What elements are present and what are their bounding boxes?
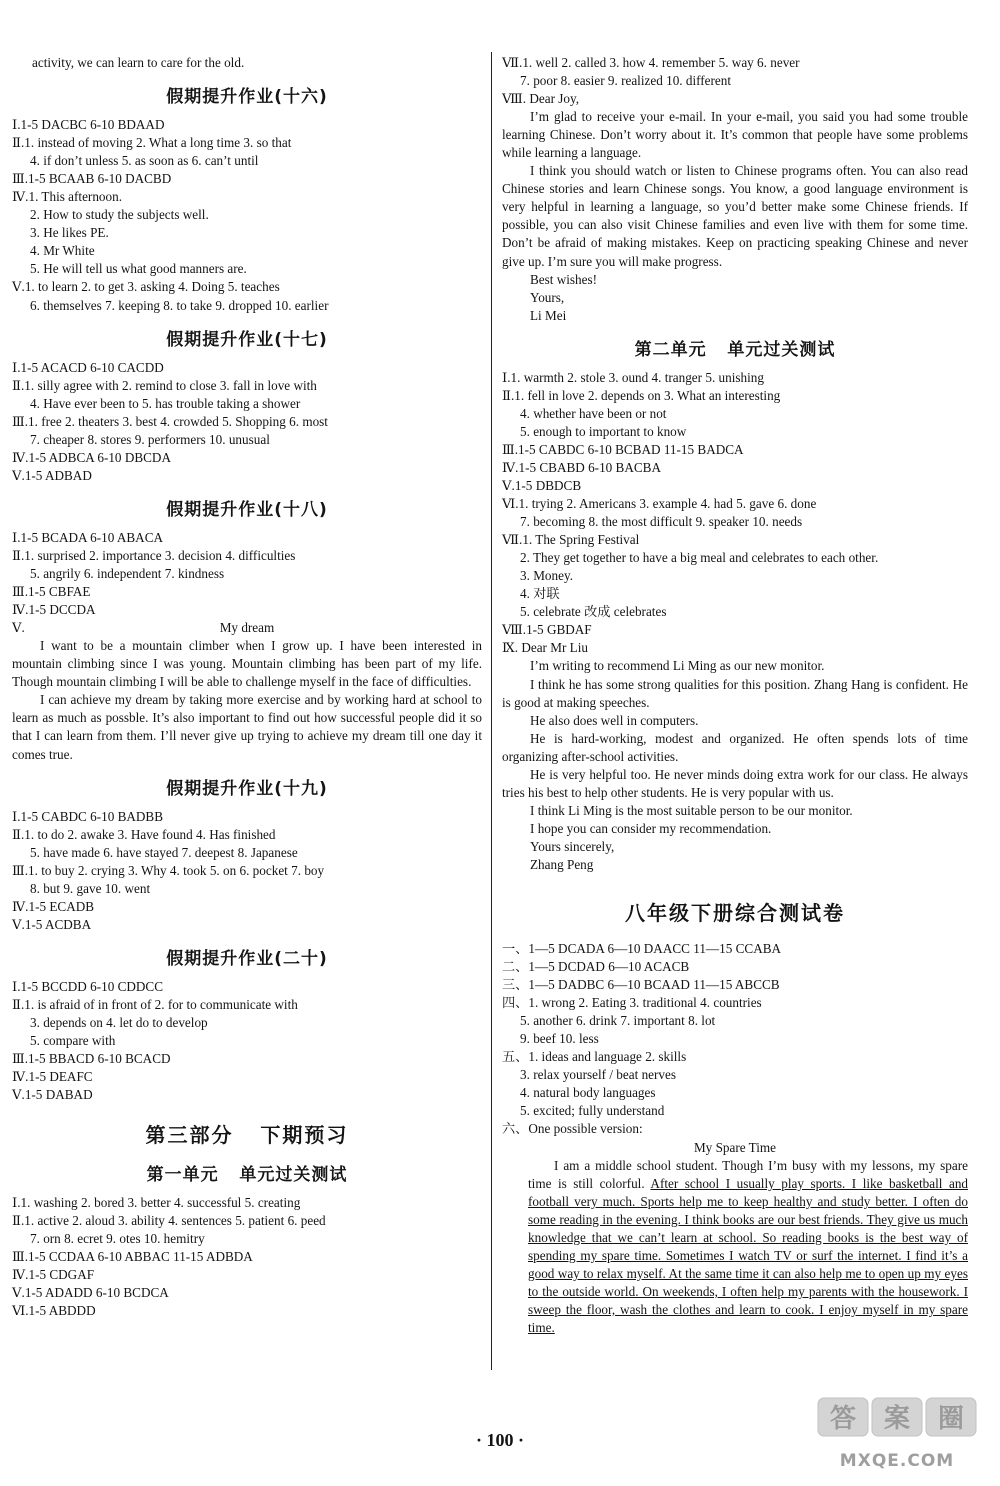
letter-closing: Yours sincerely, bbox=[530, 838, 615, 854]
answer-line: Ⅱ.1. to do 2. awake 3. Have found 4. Has finished bbox=[12, 826, 276, 842]
letter-paragraph: I think you should watch or listen to Chinese programs often. You can also read Chinese stories and learn Chinese songs. You know, a good language environment is very helpful in learning a language, so you’d better make some Chinese friends. If possible, you can also visit Chinese families and even live with them for some time. Don’t be afraid of making mistakes. Keep on practicing speaking Chinese and never give up. I’m sure you will make progress. bbox=[502, 163, 968, 269]
answer-line: 四、1. wrong 2. Eating 3. traditional 4. countries bbox=[502, 995, 762, 1011]
answer-line: Ⅵ.1. trying 2. Americans 3. example 4. had 5. gave 6. done bbox=[502, 496, 817, 512]
svg-text:案: 案 bbox=[883, 1404, 911, 1434]
answer-line: Ⅰ.1-5 BCCDD 6-10 CDDCC bbox=[12, 978, 164, 994]
answer-line: Ⅳ.1-5 CDGAF bbox=[12, 1267, 95, 1283]
section-19-answers bbox=[12, 808, 482, 934]
letter-signature: Zhang Peng bbox=[530, 856, 594, 872]
answer-line: 4. Mr White bbox=[30, 243, 95, 259]
letter-paragraph: I hope you can consider my recommendation. bbox=[530, 820, 772, 836]
answer-line: Ⅱ.1. silly agree with 2. remind to close 3. fall in love with bbox=[12, 377, 317, 393]
answer-line: Ⅱ.1. surprised 2. importance 3. decision 4. difficulties bbox=[12, 547, 296, 563]
answer-line: 3. He likes PE. bbox=[30, 225, 109, 241]
answer-line: Ⅲ.1. to buy 2. crying 3. Why 4. took 5. on 6. pocket 7. boy bbox=[12, 862, 325, 878]
answer-line: Ⅴ.1-5 ADBAD bbox=[12, 467, 92, 483]
unit-one-answers bbox=[12, 1194, 482, 1320]
section-title-19: 假期提升作业(十九) bbox=[166, 778, 328, 799]
letter-paragraph: I think Li Ming is the most suitable person to be our monitor. bbox=[530, 802, 853, 818]
answer-line: Ⅴ.1-5 DABAD bbox=[12, 1087, 93, 1103]
final-test-answers bbox=[502, 940, 968, 1337]
answer-line: Ⅳ.1-5 DEAFC bbox=[12, 1069, 93, 1085]
answer-line: 7. orn 8. ecret 9. otes 10. hemitry bbox=[30, 1231, 205, 1247]
answer-line: 4. Have ever been to 5. has trouble taking a shower bbox=[30, 395, 301, 411]
answer-line: Ⅲ.1-5 CBFAE bbox=[12, 584, 91, 600]
answer-line: Ⅰ.1-5 BCADA 6-10 ABACA bbox=[12, 529, 164, 545]
essay-text: I am a middle school student. Though I’m busy with my lessons, my spare time is still colorful. bbox=[528, 1157, 968, 1191]
answer-line: 3. Money. bbox=[520, 568, 573, 584]
answer-line: 7. becoming 8. the most difficult 9. speaker 10. needs bbox=[520, 514, 803, 530]
answer-line: Ⅰ.1-5 ACACD 6-10 CACDD bbox=[12, 359, 164, 375]
section-title-18: 假期提升作业(十八) bbox=[166, 499, 328, 520]
part-three-title: 第三部分 下期预习 bbox=[145, 1123, 349, 1148]
essay-underlined-text: After school I usually play sports. I like basketball and football very much. Sports help me to keep healthy and study better. I often do some reading in the evening. I think books are our best friends. They give us much knowledge that we can’t learn at school. So reading books is the best way of spending my spare time. Sometimes I watch TV or surf the internet. I find it’s a good way to relax myself. At the same time it can also help me to open up my eyes to the outside world. On weekends, I often help my parents with the housework. I sweep the floor, wash the clothes and learn to cook. I enjoy myself in my spare time. bbox=[528, 1175, 969, 1335]
letter-paragraph: I’m writing to recommend Li Ming as our new monitor. bbox=[530, 658, 825, 674]
answer-line: 2. They get together to have a big meal and celebrates to each other. bbox=[520, 550, 879, 566]
answer-line: Ⅰ.1. washing 2. bored 3. better 4. successful 5. creating bbox=[12, 1195, 301, 1211]
answer-line: 9. beef 10. less bbox=[520, 1031, 599, 1047]
answer-line: Ⅴ.1-5 ADADD 6-10 BCDCA bbox=[12, 1285, 169, 1301]
answer-line: Ⅲ.1-5 CCDAA 6-10 ABBAC 11-15 ADBDA bbox=[12, 1249, 253, 1265]
essay-title: My Spare Time bbox=[693, 1139, 777, 1155]
letter-paragraph: I’m glad to receive your e-mail. In your e-mail, you said you had some trouble learning Chinese. Don’t worry about it. It’s common that people have some problems while learning a language. bbox=[502, 109, 968, 161]
answer-line: Ⅴ. bbox=[12, 620, 25, 636]
answer-line: 5. have made 6. have stayed 7. deepest 8. Japanese bbox=[30, 844, 298, 860]
essay-title: My dream bbox=[219, 620, 275, 636]
essay-paragraph: I want to be a mountain climber when I grow up. I have been interested in mountain climbing since I was young. Mountain climbing has been part of my life. Though mountain climbing I will be able to challenge myself in the face of difficulties. bbox=[12, 638, 482, 690]
answer-line: Ⅴ.1. to learn 2. to get 3. asking 4. Doing 5. teaches bbox=[12, 279, 280, 295]
answer-line: 8. but 9. gave 10. went bbox=[30, 880, 151, 896]
answer-line: 三、1—5 DADBC 6—10 BCAAD 11—15 ABCCB bbox=[502, 977, 780, 993]
answer-line: 一、1—5 DCADA 6—10 DAACC 11—15 CCABA bbox=[502, 941, 782, 957]
svg-text:MXQE.COM: MXQE.COM bbox=[839, 1451, 955, 1471]
answer-line: Ⅳ.1-5 DCCDA bbox=[12, 602, 96, 618]
answer-line: 5. another 6. drink 7. important 8. lot bbox=[520, 1013, 716, 1029]
answer-line: Ⅱ.1. is afraid of in front of 2. for to communicate with bbox=[12, 996, 298, 1012]
section-title-16: 假期提升作业(十六) bbox=[166, 87, 328, 108]
answer-line: Ⅴ.1-5 DBDCB bbox=[502, 477, 582, 493]
letter-signature: Li Mei bbox=[530, 307, 567, 323]
intro-line: activity, we can learn to care for the old. bbox=[32, 55, 245, 70]
answer-line: Ⅰ.1-5 CABDC 6-10 BADBB bbox=[12, 808, 164, 824]
unit-one-title: 第一单元 单元过关测试 bbox=[146, 1165, 348, 1186]
section-20-answers bbox=[12, 978, 482, 1104]
answer-line: Ⅴ.1-5 ACDBA bbox=[12, 916, 92, 932]
answer-line: Ⅳ.1-5 ADBCA 6-10 DBCDA bbox=[12, 449, 171, 465]
column-divider bbox=[491, 52, 492, 1370]
answer-line: Ⅰ.1-5 DACBC 6-10 BDAAD bbox=[12, 117, 165, 133]
section-title-17: 假期提升作业(十七) bbox=[166, 329, 328, 350]
answer-line: 4. 对联 bbox=[520, 586, 560, 602]
answer-line: Ⅲ.1-5 CABDC 6-10 BCBAD 11-15 BADCA bbox=[502, 441, 744, 457]
answer-line: 4. whether have been or not bbox=[520, 405, 667, 421]
answer-line: Ⅶ.1. The Spring Festival bbox=[502, 532, 640, 548]
answer-line: Ⅷ.1-5 GBDAF bbox=[502, 622, 592, 638]
answer-line: Ⅱ.1. active 2. aloud 3. ability 4. sentences 5. patient 6. peed bbox=[12, 1213, 326, 1229]
answer-line: 5. enough to important to know bbox=[520, 423, 687, 439]
right-column bbox=[502, 54, 968, 1337]
letter-paragraph: He is hard-working, modest and organized. He often spends lots of time organizing after-school activities. bbox=[502, 730, 968, 764]
letter-closing: Yours, bbox=[530, 289, 565, 305]
letter-salutation: Ⅸ. Dear Mr Liu bbox=[502, 640, 588, 656]
answer-line: 5. celebrate 改成 celebrates bbox=[520, 604, 667, 620]
answer-line: 5. compare with bbox=[30, 1033, 116, 1049]
essay-paragraph bbox=[502, 1157, 968, 1337]
answer-line: 4. if don’t unless 5. as soon as 6. can’t until bbox=[30, 153, 259, 169]
svg-text:答: 答 bbox=[829, 1404, 857, 1434]
answer-line: Ⅱ.1. fell in love 2. depends on 3. What an interesting bbox=[502, 387, 781, 403]
unit-two-answers bbox=[502, 369, 968, 874]
answer-line: Ⅲ.1. free 2. theaters 3. best 4. crowded 5. Shopping 6. most bbox=[12, 413, 328, 429]
section-title-20: 假期提升作业(二十) bbox=[166, 948, 328, 969]
answer-line: Ⅱ.1. instead of moving 2. What a long time 3. so that bbox=[12, 135, 292, 151]
answer-line: 5. He will tell us what good manners are. bbox=[30, 261, 247, 277]
answer-line: 5. excited; fully understand bbox=[520, 1103, 665, 1119]
answer-line: Ⅲ.1-5 BBACD 6-10 BCACD bbox=[12, 1051, 171, 1067]
answer-line: Ⅶ.1. well 2. called 3. how 4. remember 5. way 6. never bbox=[502, 55, 800, 70]
answer-line: 六、One possible version: bbox=[502, 1121, 643, 1137]
answer-line: Ⅵ.1-5 ABDDD bbox=[12, 1303, 96, 1319]
answer-line: 3. relax yourself / beat nerves bbox=[520, 1067, 676, 1083]
answer-line: 2. How to study the subjects well. bbox=[30, 207, 209, 223]
section-17-answers bbox=[12, 359, 482, 485]
answer-line: 五、1. ideas and language 2. skills bbox=[502, 1049, 687, 1065]
letter-paragraph: He also does well in computers. bbox=[530, 712, 699, 728]
answer-line: 7. poor 8. easier 9. realized 10. different bbox=[520, 73, 732, 89]
answer-line: Ⅳ.1-5 ECADB bbox=[12, 898, 95, 914]
final-test-title: 八年级下册综合测试卷 bbox=[625, 901, 845, 926]
answer-line: Ⅰ.1. warmth 2. stole 3. ound 4. tranger 5. unishing bbox=[502, 369, 764, 385]
watermark-logo bbox=[812, 1394, 982, 1474]
letter-paragraph: He is very helpful too. He never minds doing extra work for our class. He always tries his best to help other students. He is very popular with us. bbox=[502, 766, 968, 800]
letter-paragraph: I think he has some strong qualities for this position. Zhang Hang is confident. He is good at making speeches. bbox=[502, 676, 968, 710]
left-column bbox=[12, 54, 482, 1321]
letter-closing: Best wishes! bbox=[530, 271, 598, 287]
answer-line: 6. themselves 7. keeping 8. to take 9. dropped 10. earlier bbox=[30, 297, 329, 313]
answer-line: 7. cheaper 8. stores 9. performers 10. unusual bbox=[30, 431, 270, 447]
answer-line: Ⅲ.1-5 BCAAB 6-10 DACBD bbox=[12, 171, 172, 187]
answer-line: Ⅳ.1-5 CBABD 6-10 BACBA bbox=[502, 459, 661, 475]
answer-line: 4. natural body languages bbox=[520, 1085, 656, 1101]
section-18-answers bbox=[12, 529, 482, 764]
section-16-answers bbox=[12, 116, 482, 315]
answer-line: Ⅳ.1. This afternoon. bbox=[12, 189, 122, 205]
answer-line: 二、1—5 DCDAD 6—10 ACACB bbox=[502, 959, 690, 975]
essay-paragraph: I can achieve my dream by taking more exercise and by working hard at school to learn as much as possble. It’s also important to find out how successful people did it so that I can learn from them. I’ll never give up trying to achieve my dream till one day it comes true. bbox=[12, 692, 482, 762]
svg-text:圈: 圈 bbox=[937, 1404, 965, 1434]
page-number: · 100 · bbox=[475, 1430, 524, 1450]
letter-salutation: Ⅷ. Dear Joy, bbox=[502, 91, 580, 107]
answer-line: 5. angrily 6. independent 7. kindness bbox=[30, 565, 225, 581]
unit-two-title: 第二单元 单元过关测试 bbox=[634, 339, 836, 360]
answer-line: 3. depends on 4. let do to develop bbox=[30, 1014, 208, 1030]
